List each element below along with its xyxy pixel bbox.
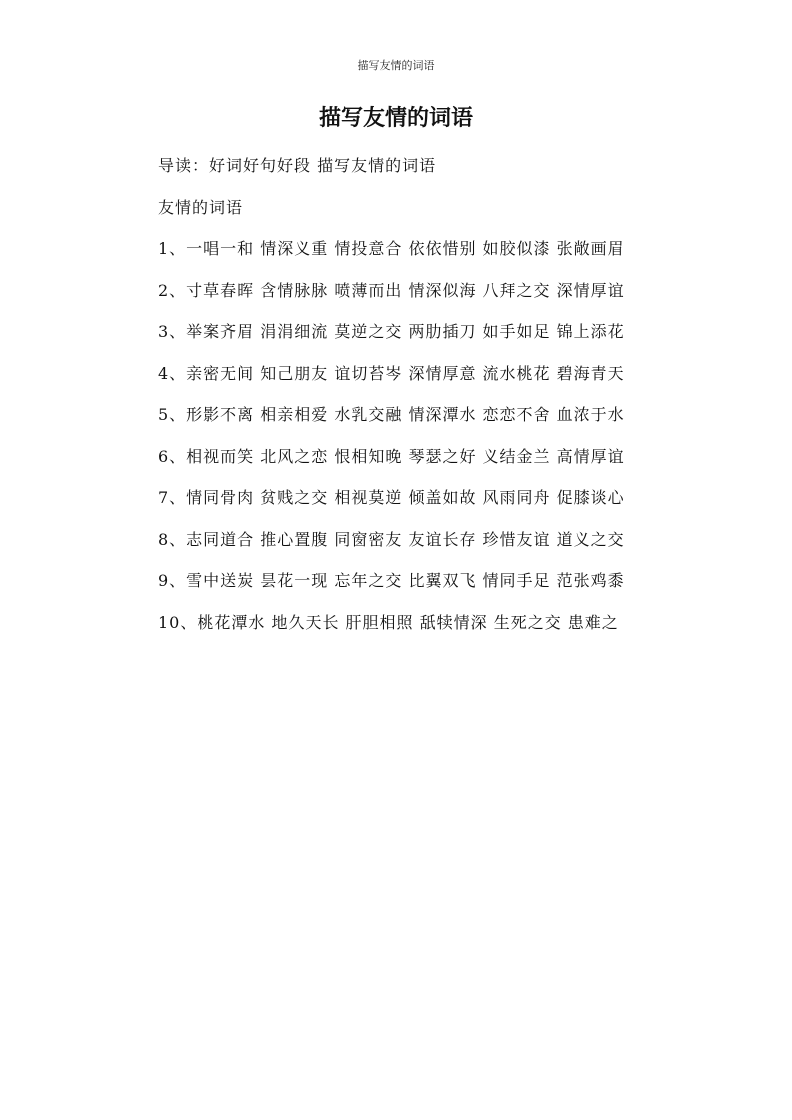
document-body: [120, 145, 672, 643]
list-item: 8、志同道合 推心置腹 同窗密友 友谊长存 珍惜友谊 道义之交: [158, 529, 625, 549]
list-item: 1、一唱一和 情深义重 情投意合 依依惜别 如胶似漆 张敞画眉: [158, 239, 625, 258]
list-item: 4、亲密无间 知己朋友 谊切苔岑 深情厚意 流水桃花 碧海青天: [158, 363, 625, 383]
list-item: 10、桃花潭水 地久天长 肝胆相照 舐犊情深 生死之交 患难之: [158, 612, 619, 632]
document-title: 描写友情的词语: [318, 105, 473, 131]
list-item: 3、举案齐眉 涓涓细流 莫逆之交 两肋插刀 如手如足 锦上添花: [158, 322, 625, 341]
list-item: 7、情同骨肉 贫贱之交 相视莫逆 倾盖如故 风雨同舟 促膝谈心: [158, 488, 625, 507]
list-item: 6、相视而笑 北风之恋 恨相知晚 琴瑟之好 义结金兰 高情厚谊: [158, 446, 625, 466]
section-heading: 友情的词语: [158, 197, 244, 217]
running-header: 描写友情的词语: [357, 59, 435, 72]
list-item: 2、寸草春晖 含情脉脉 喷薄而出 情深似海 八拜之交 深情厚谊: [158, 280, 625, 300]
list-item: 9、雪中送炭 昙花一现 忘年之交 比翼双飞 情同手足 范张鸡黍: [158, 571, 625, 590]
intro-paragraph: 导读：好词好句好段 描写友情的词语: [158, 156, 437, 175]
list-item: 5、形影不离 相亲相爱 水乳交融 情深潭水 恋恋不舍 血浓于水: [158, 405, 625, 424]
